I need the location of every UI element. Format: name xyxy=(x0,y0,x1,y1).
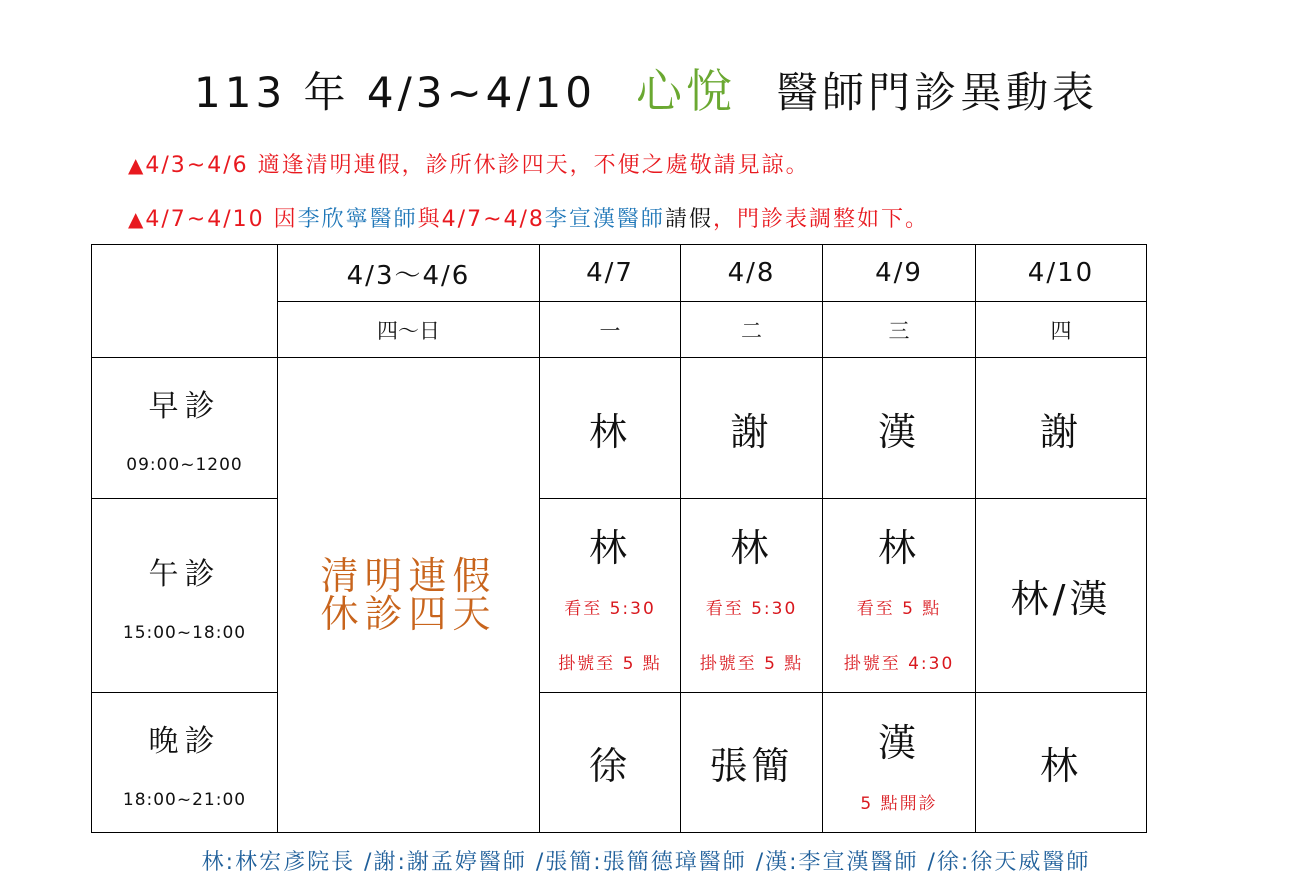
date-header: 4/7 xyxy=(540,245,681,302)
afternoon-doctor: 林 xyxy=(730,526,773,570)
clinic-brand: 心悅 xyxy=(635,64,736,118)
morning-doctor: 漢 xyxy=(823,358,976,499)
notice-holiday xyxy=(128,148,810,179)
schedule-table xyxy=(91,244,1147,833)
registration-until: 掛號至 5 點 xyxy=(699,654,804,674)
notice-adjust: ，門診表調整如下。 xyxy=(712,207,929,232)
notice-leave-date-2: 4/7~4/8 xyxy=(441,207,545,232)
afternoon-doctor: 林 xyxy=(588,526,631,570)
consult-until: 看至 5:30 xyxy=(705,599,798,619)
morning-doctor: 林 xyxy=(540,358,681,499)
notice-and: 與 xyxy=(417,207,442,232)
afternoon-cell xyxy=(823,499,976,693)
notice-leave-date: 4/7~4/10 因 xyxy=(145,207,298,232)
afternoon-doctor: 林/漢 xyxy=(976,499,1147,693)
evening-doctor: 張簡 xyxy=(681,693,823,833)
holiday-cell xyxy=(278,358,540,833)
weekday-header: 二 xyxy=(681,302,823,358)
slot-afternoon xyxy=(92,499,278,693)
slot-name: 午診 xyxy=(148,556,221,592)
evening-cell xyxy=(823,693,976,833)
evening-doctor: 林 xyxy=(976,693,1147,833)
morning-doctor: 謝 xyxy=(681,358,823,499)
page-title xyxy=(0,55,1292,121)
triangle-icon: ▲ xyxy=(128,153,146,177)
weekday-header: 四～日 xyxy=(278,302,540,358)
registration-until: 掛號至 4:30 xyxy=(843,654,955,674)
slot-name: 早診 xyxy=(148,389,221,424)
weekday-header: 三 xyxy=(823,302,976,358)
consult-until: 看至 5 點 xyxy=(856,599,942,619)
triangle-icon: ▲ xyxy=(128,207,146,231)
notice-leave xyxy=(128,202,929,233)
afternoon-doctor: 林 xyxy=(877,526,920,570)
evening-doctor: 漢 xyxy=(877,720,920,765)
slot-morning xyxy=(92,358,278,499)
date-header: 4/9 xyxy=(823,245,976,302)
notice-doctor-2: 李宣漢醫師 xyxy=(544,207,665,232)
holiday-line-2: 休診四天 xyxy=(320,592,497,636)
doctor-legend: 林:林宏彥院長 /謝:謝孟婷醫師 /張簡:張簡德璋醫師 /漢:李宣漢醫師 /徐:徐天威醫師 xyxy=(201,850,1091,875)
afternoon-cell xyxy=(681,499,823,693)
weekday-header: 一 xyxy=(540,302,681,358)
morning-doctor: 謝 xyxy=(976,358,1147,499)
weekday-header: 四 xyxy=(976,302,1147,358)
date-header: 4/3～4/6 xyxy=(278,245,540,302)
afternoon-cell xyxy=(540,499,681,693)
consult-until: 看至 5:30 xyxy=(564,599,656,619)
date-header: 4/8 xyxy=(681,245,823,302)
slot-name: 晚診 xyxy=(148,723,221,759)
notice-holiday-text: 4/3~4/6 適逢清明連假，診所休診四天，不便之處敬請見諒。 xyxy=(145,153,810,178)
date-header: 4/10 xyxy=(976,245,1147,302)
title-prefix: 113 年 4/3~4/10 xyxy=(194,68,596,117)
slot-time: 18:00~21:00 xyxy=(122,789,247,810)
slot-evening xyxy=(92,693,278,833)
registration-until: 掛號至 5 點 xyxy=(558,654,662,674)
notice-leave-word: 請假 xyxy=(664,207,713,232)
evening-doctor: 徐 xyxy=(540,693,681,833)
holiday-line-1: 清明連假 xyxy=(320,554,497,598)
title-suffix: 醫師門診異動表 xyxy=(775,68,1098,117)
slot-time: 09:00~1200 xyxy=(126,455,243,475)
corner-cell xyxy=(92,245,278,358)
clinic-open-note: 5 點開診 xyxy=(860,793,938,814)
notice-doctor-1: 李欣寧醫師 xyxy=(297,207,418,232)
slot-time: 15:00~18:00 xyxy=(122,622,247,643)
